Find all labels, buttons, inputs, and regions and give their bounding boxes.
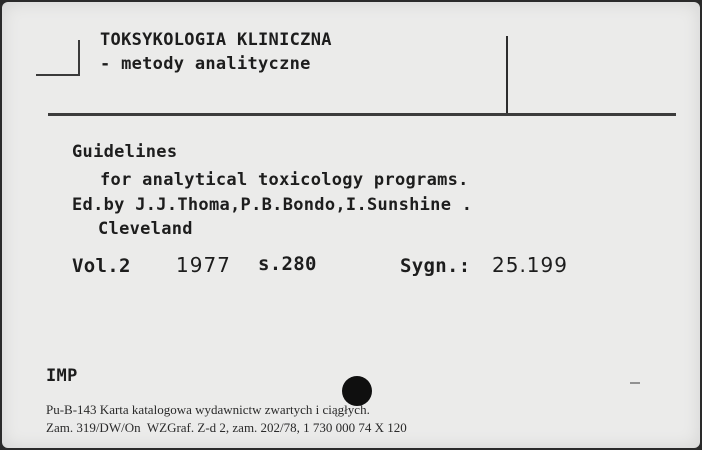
header-title: TOKSYKOLOGIA KLINICZNA — [100, 30, 332, 50]
page-count: s.280 — [258, 253, 317, 275]
import-marker: IMP — [46, 366, 78, 386]
publication-year: 1977 — [176, 253, 231, 277]
entry-place: Cleveland — [98, 219, 193, 239]
entry-editors: Ed.by J.J.Thoma,P.B.Bondo,I.Sunshine . — [72, 195, 473, 215]
catalog-card — [2, 2, 700, 448]
header-subtitle: - metody analityczne — [100, 54, 311, 74]
volume: Vol.2 — [72, 255, 131, 277]
signature-value: 25.199 — [492, 253, 568, 277]
entry-title-line: Guidelines — [72, 142, 178, 162]
footer-printer-line: Pu-B-143 Karta katalogowa wydawnictw zwartych i ciągłych. — [46, 402, 370, 417]
header-vertical-rule — [506, 36, 508, 114]
footer-order-line: Zam. 319/DW/On WZGraf. Z-d 2, zam. 202/78, 1 730 000 74 X 120 — [46, 420, 407, 435]
corner-mark-horizontal — [36, 74, 80, 76]
header-horizontal-rule — [48, 113, 676, 116]
corner-mark-vertical — [78, 40, 80, 76]
ink-mark — [630, 382, 640, 384]
signature-label: Sygn.: — [400, 255, 471, 277]
entry-title-continuation: for analytical toxicology programs. — [100, 170, 469, 190]
